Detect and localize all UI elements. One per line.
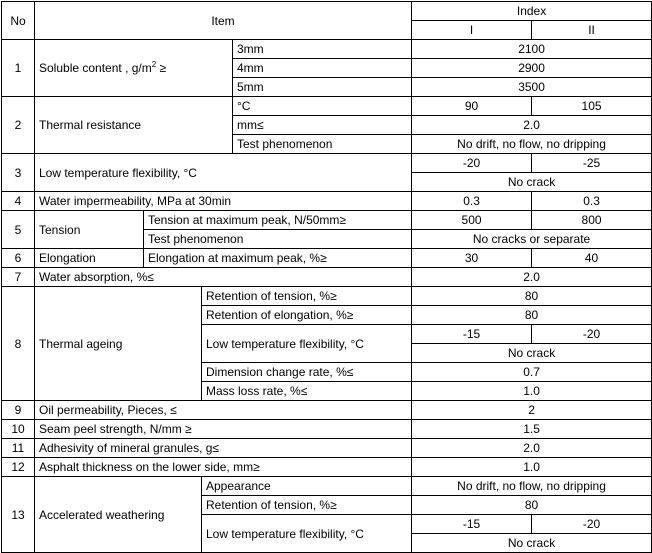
row-13-sub-flexibility: Low temperature flexibility, °C bbox=[202, 515, 412, 553]
row-1-item: Soluble content , $g/m^2$ ≥ bbox=[35, 40, 233, 97]
row-13-value-flex-2: -20 bbox=[532, 515, 652, 534]
row-9-item: Oil permeability, Pieces, ≤ bbox=[35, 401, 412, 420]
row-1-no: 1 bbox=[2, 40, 35, 97]
header-no: No bbox=[2, 2, 35, 40]
row-12-no: 12 bbox=[2, 458, 35, 477]
row-8-sub-dimension: Dimension change rate, %≤ bbox=[202, 363, 412, 382]
header-item: Item bbox=[35, 2, 412, 40]
row-4-item: Water impermeability, MPa at 30min bbox=[35, 192, 412, 211]
row-1-sub-4mm: 4mm bbox=[233, 59, 412, 78]
row-8-item: Thermal ageing bbox=[35, 287, 202, 401]
row-13-value-flex-1: -15 bbox=[412, 515, 532, 534]
row-11-item: Adhesivity of mineral granules, g≤ bbox=[35, 439, 412, 458]
row-8-sub-elongation: Retention of elongation, %≥ bbox=[202, 306, 412, 325]
row-8-no: 8 bbox=[2, 287, 35, 401]
row-1-value-5mm: 3500 bbox=[412, 78, 652, 97]
row-5-item: Tension bbox=[35, 211, 144, 249]
row-1-value-4mm: 2900 bbox=[412, 59, 652, 78]
row-8-value-flex-2: -20 bbox=[532, 325, 652, 344]
row-9-value: 2 bbox=[412, 401, 652, 420]
row-2-value-mm: 2.0 bbox=[412, 116, 652, 135]
row-8-value-mass-loss: 1.0 bbox=[412, 382, 652, 401]
row-13-sub-appearance: Appearance bbox=[202, 477, 412, 496]
row-13-no: 13 bbox=[2, 477, 35, 553]
row-12-value: 1.0 bbox=[412, 458, 652, 477]
row-3-item: Low temperature flexibility, °C bbox=[35, 154, 412, 192]
row-8-sub-mass-loss: Mass loss rate, %≤ bbox=[202, 382, 412, 401]
row-2-sub-mm: mm≤ bbox=[233, 116, 412, 135]
row-5-sub-phenomenon: Test phenomenon bbox=[144, 230, 412, 249]
row-5-sub-tension-peak: Tension at maximum peak, N/50mm≥ bbox=[144, 211, 412, 230]
row-8-value-tension: 80 bbox=[412, 287, 652, 306]
row-8-value-flex-common: No crack bbox=[412, 344, 652, 363]
row-4-no: 4 bbox=[2, 192, 35, 211]
row-7-value: 2.0 bbox=[412, 268, 652, 287]
row-5-value-phenomenon: No cracks or separate bbox=[412, 230, 652, 249]
specification-table bbox=[1, 1, 652, 553]
row-2-no: 2 bbox=[2, 97, 35, 154]
row-3-value-1: -20 bbox=[412, 154, 532, 173]
row-9-no: 9 bbox=[2, 401, 35, 420]
row-13-value-appearance: No drift, no flow, no dripping bbox=[412, 477, 652, 496]
row-2-sub-phenomenon: Test phenomenon bbox=[233, 135, 412, 154]
row-2-sub-celsius: °C bbox=[233, 97, 412, 116]
row-6-value-2: 40 bbox=[532, 249, 652, 268]
row-8-value-elongation: 80 bbox=[412, 306, 652, 325]
row-3-value-common: No crack bbox=[412, 173, 652, 192]
row-10-item: Seam peel strength, N/mm ≥ bbox=[35, 420, 412, 439]
row-6-sub-elongation-peak: Elongation at maximum peak, %≥ bbox=[144, 249, 412, 268]
header-grade-1: I bbox=[412, 21, 532, 40]
row-8-value-dimension: 0.7 bbox=[412, 363, 652, 382]
row-6-value-1: 30 bbox=[412, 249, 532, 268]
row-13-value-tension: 80 bbox=[412, 496, 652, 515]
row-5-value-2: 800 bbox=[532, 211, 652, 230]
row-1-sub-5mm: 5mm bbox=[233, 78, 412, 97]
row-8-value-flex-1: -15 bbox=[412, 325, 532, 344]
row-3-value-2: -25 bbox=[532, 154, 652, 173]
header-index: Index bbox=[412, 2, 652, 21]
row-4-value-1: 0.3 bbox=[412, 192, 532, 211]
row-7-item: Water absorption, %≤ bbox=[35, 268, 412, 287]
row-12-item: Asphalt thickness on the lower side, mm≥ bbox=[35, 458, 412, 477]
row-2-item: Thermal resistance bbox=[35, 97, 233, 154]
row-6-no: 6 bbox=[2, 249, 35, 268]
row-2-value-phenomenon: No drift, no flow, no dripping bbox=[412, 135, 652, 154]
row-13-sub-tension: Retention of tension, %≥ bbox=[202, 496, 412, 515]
row-1-sub-3mm: 3mm bbox=[233, 40, 412, 59]
header-grade-2: II bbox=[532, 21, 652, 40]
row-11-value: 2.0 bbox=[412, 439, 652, 458]
row-5-value-1: 500 bbox=[412, 211, 532, 230]
row-1-value-3mm: 2100 bbox=[412, 40, 652, 59]
row-5-no: 5 bbox=[2, 211, 35, 249]
row-3-no: 3 bbox=[2, 154, 35, 192]
row-2-value-celsius-2: 105 bbox=[532, 97, 652, 116]
row-8-sub-tension: Retention of tension, %≥ bbox=[202, 287, 412, 306]
row-8-sub-flexibility: Low temperature flexibility, °C bbox=[202, 325, 412, 363]
row-13-item: Accelerated weathering bbox=[35, 477, 202, 553]
row-10-value: 1.5 bbox=[412, 420, 652, 439]
row-2-value-celsius-1: 90 bbox=[412, 97, 532, 116]
row-11-no: 11 bbox=[2, 439, 35, 458]
row-6-item: Elongation bbox=[35, 249, 144, 268]
row-7-no: 7 bbox=[2, 268, 35, 287]
row-4-value-2: 0.3 bbox=[532, 192, 652, 211]
row-10-no: 10 bbox=[2, 420, 35, 439]
row-13-value-flex-common: No crack bbox=[412, 534, 652, 553]
